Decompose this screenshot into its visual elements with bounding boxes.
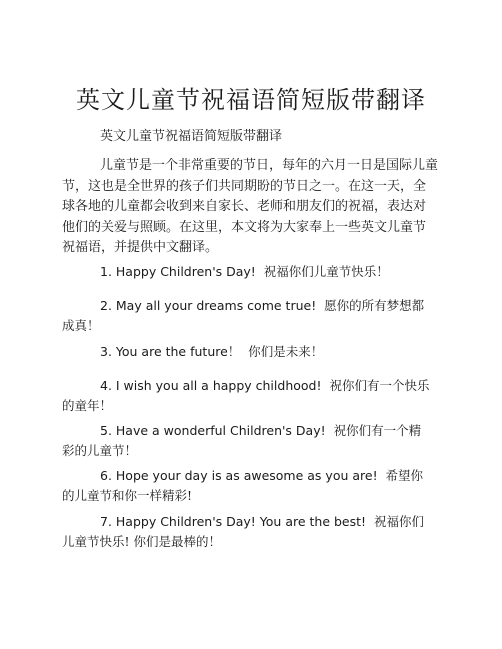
item-english: 1. Happy Children's Day! bbox=[100, 264, 256, 279]
item-chinese: 愿你的所有梦想都成真！ bbox=[62, 298, 425, 333]
list-item bbox=[62, 342, 432, 362]
item-chinese: 祝福你们儿童节快乐！ bbox=[263, 264, 389, 279]
item-chinese: 祝福你们儿童节快乐! 你们是最棒的！ bbox=[62, 514, 425, 549]
list-item bbox=[62, 296, 432, 336]
item-english: 3. You are the future！ bbox=[100, 344, 241, 359]
list-item bbox=[62, 512, 432, 552]
item-english: 2. May all your dreams come true! bbox=[100, 298, 317, 313]
item-chinese: 祝你们有一个快乐的童年！ bbox=[62, 378, 430, 413]
item-english: 4. I wish you all a happy childhood! bbox=[100, 378, 322, 393]
intro-paragraph: 儿童节是一个非常重要的节日，每年的六月一日是国际儿童节，这也是全世界的孩子们共同期盼的节日之一。在这一天，全球各地的儿童都会收到来自家长、老师和朋友们的祝福，表达对他们的关爱与照顾。在这里，本文将为大家奉上一些英文儿童节祝福语，并提供中文翻译。 bbox=[62, 158, 439, 255]
list-item bbox=[62, 421, 432, 461]
list-item bbox=[62, 262, 432, 282]
list-item bbox=[62, 376, 432, 416]
item-english: 5. Have a wonderful Children's Day! bbox=[100, 423, 326, 438]
item-english: 6. Hope your day is as awesome as you are! bbox=[100, 468, 378, 483]
list-item bbox=[62, 466, 432, 506]
document-title: 英文儿童节祝福语简短版带翻译 bbox=[76, 86, 426, 114]
item-chinese: 你们是未来！ bbox=[248, 344, 324, 359]
document-subtitle: 英文儿童节祝福语简短版带翻译 bbox=[100, 129, 283, 144]
item-chinese: 祝你们有一个精彩的儿童节！ bbox=[62, 423, 422, 458]
item-chinese: 希望你的儿童节和你一样精彩! bbox=[62, 468, 424, 503]
item-english: 7. Happy Children's Day! You are the best! bbox=[100, 514, 367, 529]
